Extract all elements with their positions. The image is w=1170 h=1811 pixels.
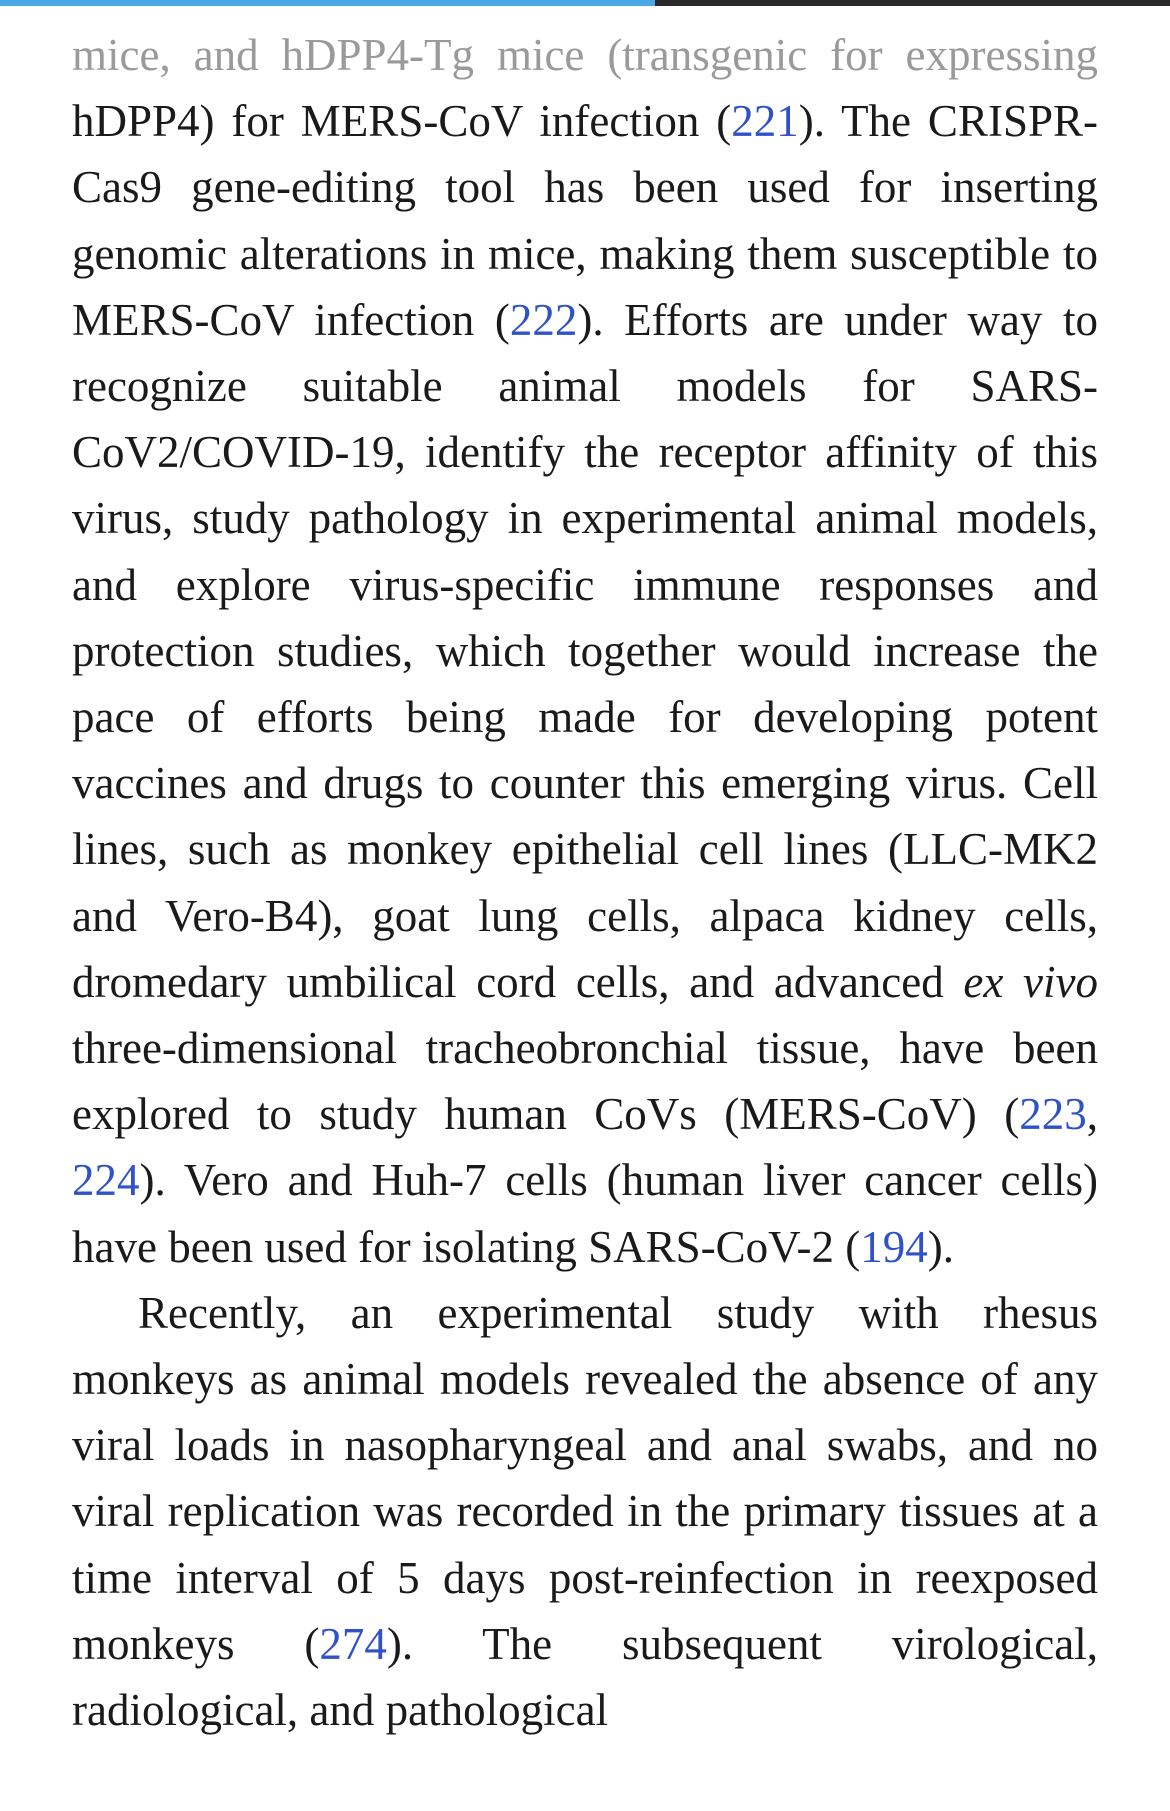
text-run: ).	[927, 1221, 954, 1272]
citation-link[interactable]: 222	[509, 294, 578, 345]
reading-progress-bar	[0, 0, 1170, 6]
citation-link[interactable]: 221	[731, 96, 799, 147]
article-body	[72, 22, 1098, 1743]
citation-link[interactable]: 274	[319, 1618, 387, 1669]
text-run: ). Vero and Huh-7 cells (human liver cancer cells) have been used for isolating SARS-CoV-2 (	[72, 1155, 1098, 1272]
reading-progress-fill	[0, 0, 655, 6]
text-run: ,	[1086, 1089, 1098, 1140]
text-run: hDPP4) for MERS-CoV infection (	[72, 96, 732, 147]
paragraph	[72, 22, 1098, 1280]
text-run: ). Efforts are under way to recognize suitable animal models for SARS-CoV2/COVID-19, identify the receptor affinity of this virus, study pathology in experimental animal models, and explore virus-specific immune responses and protection studies, which together would increase the pace of efforts being made for developing potent vaccines and drugs to counter this emerging virus. Cell lines, such as monkey epithelial cell lines (LLC-MK2 and Vero-B4), goat lung cells, alpaca kidney cells, dromedary umbilical cord cells, and advanced	[72, 294, 1098, 1007]
citation-link[interactable]: 223	[1019, 1089, 1087, 1140]
faded-text: mice, and hDPP4-Tg mice (transgenic for expressing	[72, 30, 1098, 80]
text-run: Recently, an experimental study with rhesus monkeys as animal models revealed the absence of any viral loads in nasopharyngeal and anal swabs, and no viral replication was recorded in the primary tissues at a time interval of 5 days post-reinfection in reexposed monkeys (	[72, 1287, 1098, 1669]
citation-link[interactable]: 224	[72, 1155, 140, 1206]
text-run: ). The subsequent virological, radiological, and pathological	[72, 1618, 1098, 1736]
paragraph	[72, 1280, 1098, 1743]
citation-link[interactable]: 194	[860, 1221, 928, 1272]
text-run: three-dimensional tracheobronchial tissue, have been explored to study human CoVs (MERS-CoV) (	[72, 1023, 1098, 1140]
text-run: ). The CRISPR-Cas9 gene-editing tool has been used for inserting genomic alterations in mice, making them susceptible to MERS-CoV infection (	[72, 96, 1098, 345]
italic-term: ex vivo	[963, 956, 1098, 1007]
